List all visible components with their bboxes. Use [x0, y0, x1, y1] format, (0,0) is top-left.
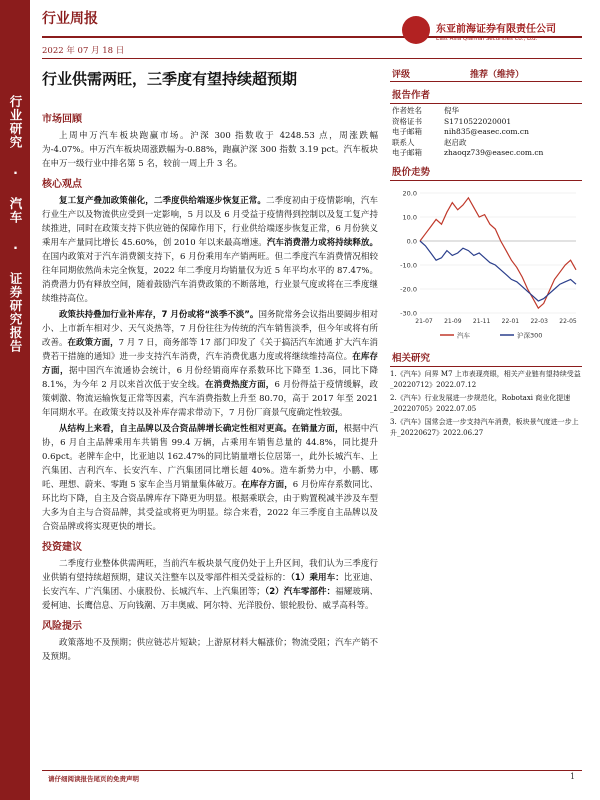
chart-y-tick-label: 0.0 [406, 237, 417, 245]
paragraph-market: 上周申万汽车板块跑赢市场。沪深 300 指数收于 4248.53 点，周涨跌幅为-4.07%。申万汽车板块周涨跌幅为-0.88%，跑赢沪深 300 指数 3.19 pct。汽车板块在申万一级行业中排名第 5 名，较前一周上升 3 名。 [42, 131, 378, 169]
chart-series-line [420, 197, 576, 307]
author-row [390, 117, 582, 128]
logo-cn-text: 东亚前海证券有限责任公司 [436, 24, 556, 35]
chart-x-tick-label: 22-01 [501, 317, 520, 325]
invest-parts: （2）汽车零部件： [264, 587, 336, 597]
author-field-label: 电子邮箱 [392, 148, 422, 157]
section-heading-core: 核心观点 [42, 179, 82, 190]
report-title: 行业供需两旺，三季度有望持续超预期 [42, 70, 298, 88]
logo-mark-icon [402, 16, 430, 44]
chart-y-tick-label: -10.0 [400, 261, 417, 269]
chart-y-tick-label: -20.0 [400, 285, 417, 293]
invest-cars-list: 比亚迪、长安汽车、广汽集团、小康股份、长城汽车、上汽集团等； [42, 573, 378, 597]
paragraph-core-2 [42, 308, 378, 420]
invest-text: 二季度行业整体供需两旺，当前汽车板块景气度仍处于上升区间，我们认为三季度行业供销有望持续超预期，建议关注整车以及零部件相关受益标的： [42, 559, 378, 583]
paragraph-core-3 [42, 422, 378, 534]
logo-en-text: East Asia Qianhai Securities Co., Ltd. [436, 36, 538, 42]
rating-box [390, 64, 582, 82]
section-heading-market: 市场回顾 [42, 114, 82, 125]
chart-legend-label: 沪深300 [517, 331, 543, 339]
right-column [390, 64, 582, 443]
main-column [42, 106, 378, 666]
chart-legend-label: 汽车 [457, 331, 470, 339]
chart-heading: 股价走势 [390, 162, 582, 181]
stock-chart [390, 185, 582, 345]
chart-x-tick-label: 22-05 [559, 317, 577, 325]
stock-chart-svg [390, 185, 582, 345]
author-field-label: 联系人 [392, 137, 415, 147]
chart-y-tick-label: -30.0 [400, 309, 417, 317]
author-field-label: 作者姓名 [392, 106, 422, 115]
paragraph-risk: 政策落地不及预期；供应链芯片短缺；上游原材料大幅涨价；物流受阻；汽车产销不及预期。 [42, 638, 378, 662]
section-heading-risk: 风险提示 [42, 621, 82, 632]
chart-y-tick-label: 10.0 [402, 213, 417, 221]
chart-x-tick-label: 21-09 [444, 317, 462, 325]
core-1-lead: 复工复产叠加政策催化，二季度供给端逐步恢复正常。 [59, 196, 266, 206]
author-field-label: 资格证书 [392, 116, 422, 126]
paragraph-invest [42, 557, 378, 613]
invest-parts-list: 福耀玻璃、爱柯迪、长鹰信息、万向钱潮、万丰奥威、阿尔特、光洋股份、银轮股份、威孚高科等。 [42, 587, 378, 611]
core-3-text-b: 6 月份库存系数同比、环比均下降，自主及合资品牌库存下降更为明显。根据乘联会，由于购置税减半涉及车型大多为自主与合资品牌，其受益或将更为明显。综合来看，2022 年三季度自主品牌以及合资品牌或将实现更快的增长。 [42, 480, 378, 532]
company-logo [402, 14, 582, 54]
sidebar-vertical-text: 行业研究 · 汽车 · 证券研究报告 [8, 95, 23, 353]
core-1-tail: 在国内政策对于汽车消费额支持下，6 月份乘用车产销两旺。但二季度汽车消费情况相较往年同期依然尚未完全恢复，2022 年二季度月均销量仅为近 5 年平均水平的 87.47%。消费潜力仍有释放空间，随着鼓励汽车消费政策的不断落地，行业景气度或将在三季度继续维持高位。 [42, 252, 378, 304]
reports-list [390, 367, 582, 443]
core-2-inventory: 在库存方面， [42, 352, 378, 376]
invest-cars: （1）乘用车： [290, 573, 344, 583]
core-1-lead-2: 汽车消费潜力或将持续释放。 [266, 238, 378, 248]
core-2-heat: 在消费热度方面， [205, 380, 275, 390]
author-field-label: 电子邮箱 [392, 127, 422, 136]
report-date: 2022 年 07 月 18 日 [42, 46, 125, 56]
core-1-text: 二季度初由于疫情影响，汽车行业生产以及物流供应受到一定影响，5 月以及 6 月受益于疫情得到控制以及复工复产持续推进，同时在政策支持下供应链的保障作用下，行业供给端逐步恢复正常，6 月份狭义乘用车产量同比增长 45.60%，创 2010 年以来最高增速。 [42, 196, 378, 248]
author-field-value: 倪华 [444, 106, 459, 115]
author-field-value: S1710522020001 [444, 116, 512, 126]
core-3-inventory: 在库存方面， [241, 480, 293, 490]
core-3-lead: 从结构上来看，自主品牌以及合资品牌增长确定性相对更高。 [59, 424, 292, 434]
author-row [390, 127, 582, 138]
core-3-text: 根据中汽协，6 月自主品牌乘用车共销售 99.4 万辆，占乘用车销售总量的 44.8%，同比提升 0.6pct。老牌车企中，比亚迪以 162.47%的同比销量增长位居第一，此外长城汽车、上汽集团、吉利汽车、长安汽车、广汽集团同比增长超 40%。造车新势力中，小鹏、哪吒、理想、蔚来、零跑 5 家车企当月销量集体破万。 [42, 424, 378, 490]
author-field-value[interactable]: zhaoqz739@easec.com.cn [444, 148, 544, 157]
author-field-value: 赵启政 [444, 137, 467, 147]
core-2-text-d: 6 月份得益于疫情缓解，政策刺激、物流运输恢复正常等因素，汽车消费指数上升至 80.70，高于 2017 年至 2021 年同期水平。在政策支持以及补库存需求带动下，7 月份厂商景气度确定性较强。 [42, 380, 378, 418]
core-2-lead: 政策扶持叠加行业补库存，7 月份或将“淡季不淡”。 [59, 310, 259, 320]
core-2-policy: 在政策方面， [67, 338, 119, 348]
chart-x-tick-label: 21-11 [472, 317, 491, 325]
footer-divider [42, 770, 582, 771]
author-row [390, 138, 582, 149]
report-category: 行业周报 [42, 11, 98, 27]
core-2-text: 国务院常务会议指出要阔步相对小、上市新车相对少、天气炎热等，7 月份往往为传统的汽车销售淡季，但今年或将有所改善。 [42, 310, 378, 348]
related-report-link[interactable]: 1.《汽车》问界 M7 上市表现亮眼，相关产业链有望持续受益_20220712》2022.07.12 [390, 369, 581, 389]
chart-y-tick-label: 20.0 [402, 189, 417, 197]
rating-value: 推荐（维持） [470, 70, 525, 80]
chart-x-tick-label: 22-03 [530, 317, 548, 325]
authors-heading: 报告作者 [390, 85, 582, 104]
rating-label: 评级 [392, 70, 411, 80]
core-2-text-b: 7 月 7 日，商务部等 17 部门印发了《关于搞活汽车流通 扩大汽车消费若干措施的通知》进一步支持汽车消费，汽车消费优惠力度或将继续维持高位。 [42, 338, 378, 362]
section-heading-invest: 投资建议 [42, 542, 82, 553]
chart-series-line [420, 241, 576, 301]
paragraph-core-1 [42, 194, 378, 306]
chart-x-tick-label: 21-07 [415, 317, 433, 325]
author-field-value[interactable]: nih835@easec.com.cn [444, 127, 529, 136]
footer-disclaimer: 请仔细阅读报告尾页的免责声明 [48, 775, 139, 783]
page-number: 1 [570, 772, 576, 781]
related-report-link[interactable]: 3.《汽车》国常会进一步支持汽车消费，板块景气度进一步上升_20220627》2022.06.27 [390, 417, 579, 437]
author-row [390, 106, 582, 117]
reports-heading: 相关研究 [390, 348, 582, 367]
core-3-sales: 在销量方面， [291, 424, 344, 434]
related-report-link[interactable]: 2.《汽车》行业发展进一步规范化，Robotaxi 商业化提速_20220705》2022.07.05 [390, 393, 571, 413]
author-row [390, 148, 582, 159]
authors-list [390, 104, 582, 159]
core-2-text-c: 据中国汽车流通协会统计，6 月份经销商库存系数环比下降至 1.36，同比下降 8.1%，为今年 2 月以来首次低于安全线。 [42, 366, 378, 390]
sidebar-band [0, 0, 30, 800]
header-divider-bottom [42, 58, 582, 59]
